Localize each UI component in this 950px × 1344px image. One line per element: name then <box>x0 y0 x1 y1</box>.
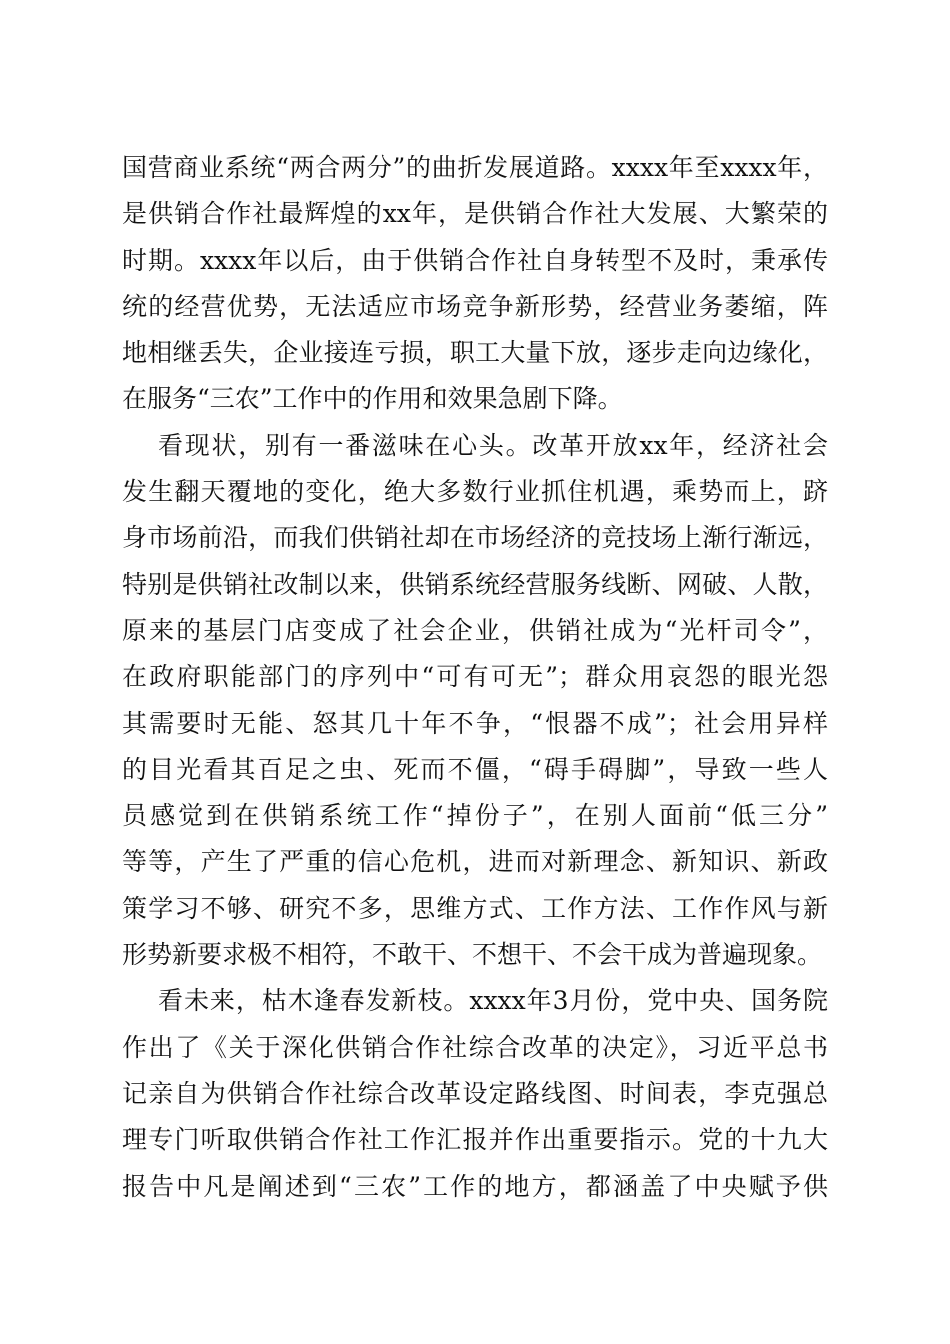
text-line: 策学习不够、研究不多，思维方式、工作方法、工作作风与新 <box>122 893 828 923</box>
text-line: 的目光看其百足之虫、死而不僵，“碍手碍脚”，导致一些人 <box>122 754 828 784</box>
text-line: 身市场前沿，而我们供销社却在市场经济的竞技场上渐行渐远， <box>122 523 828 553</box>
paragraph-3 <box>122 978 828 1209</box>
text-line: 等等，产生了严重的信心危机，进而对新理念、新知识、新政 <box>122 847 828 877</box>
text-line: 看未来，枯木逢春发新枝。xxxx年3月份，党中央、国务院 <box>158 986 828 1016</box>
paragraph-1 <box>122 145 828 423</box>
text-line: 理专门听取供销合作社工作汇报并作出重要指示。党的十九大 <box>122 1125 828 1155</box>
text-line: 作出了《关于深化供销合作社综合改革的决定》，习近平总书 <box>122 1032 828 1062</box>
text-line: 发生翻天覆地的变化，绝大多数行业抓住机遇，乘势而上，跻 <box>122 477 828 507</box>
text-line: 国营商业系统“两合两分”的曲折发展道路。xxxx年至xxxx年， <box>122 153 828 182</box>
text-line: 特别是供销社改制以来，供销系统经营服务线断、网破、人散， <box>122 569 828 599</box>
paragraph-2 <box>122 423 828 979</box>
text-line: 员感觉到在供销系统工作“掉份子”，在别人面前“低三分” <box>122 801 828 831</box>
text-line: 在政府职能部门的序列中“可有可无”；群众用哀怨的眼光怨 <box>122 662 828 692</box>
text-line: 地相继丢失，企业接连亏损，职工大量下放，逐步走向边缘化， <box>122 338 828 368</box>
text-line: 统的经营优势，无法适应市场竞争新形势，经营业务萎缩，阵 <box>122 291 828 321</box>
text-line: 原来的基层门店变成了社会企业，供销社成为“光杆司令”， <box>122 615 828 645</box>
document-body <box>122 145 828 1210</box>
text-line: 在服务“三农”工作中的作用和效果急剧下降。 <box>122 384 623 414</box>
text-line: 看现状，别有一番滋味在心头。改革开放xx年，经济社会 <box>158 430 828 460</box>
text-line: 时期。xxxx年以后，由于供销合作社自身转型不及时，秉承传 <box>122 245 828 275</box>
text-line: 其需要时无能、怒其几十年不争，“恨器不成”；社会用异样 <box>122 708 828 738</box>
text-line: 报告中凡是阐述到“三农”工作的地方，都涵盖了中央赋予供 <box>122 1171 828 1201</box>
text-line: 记亲自为供销合作社综合改革设定路线图、时间表，李克强总 <box>122 1078 828 1108</box>
text-line: 是供销合作社最辉煌的xx年，是供销合作社大发展、大繁荣的 <box>122 199 828 229</box>
text-line: 形势新要求极不相符，不敢干、不想干、不会干成为普遍现象。 <box>122 940 823 970</box>
